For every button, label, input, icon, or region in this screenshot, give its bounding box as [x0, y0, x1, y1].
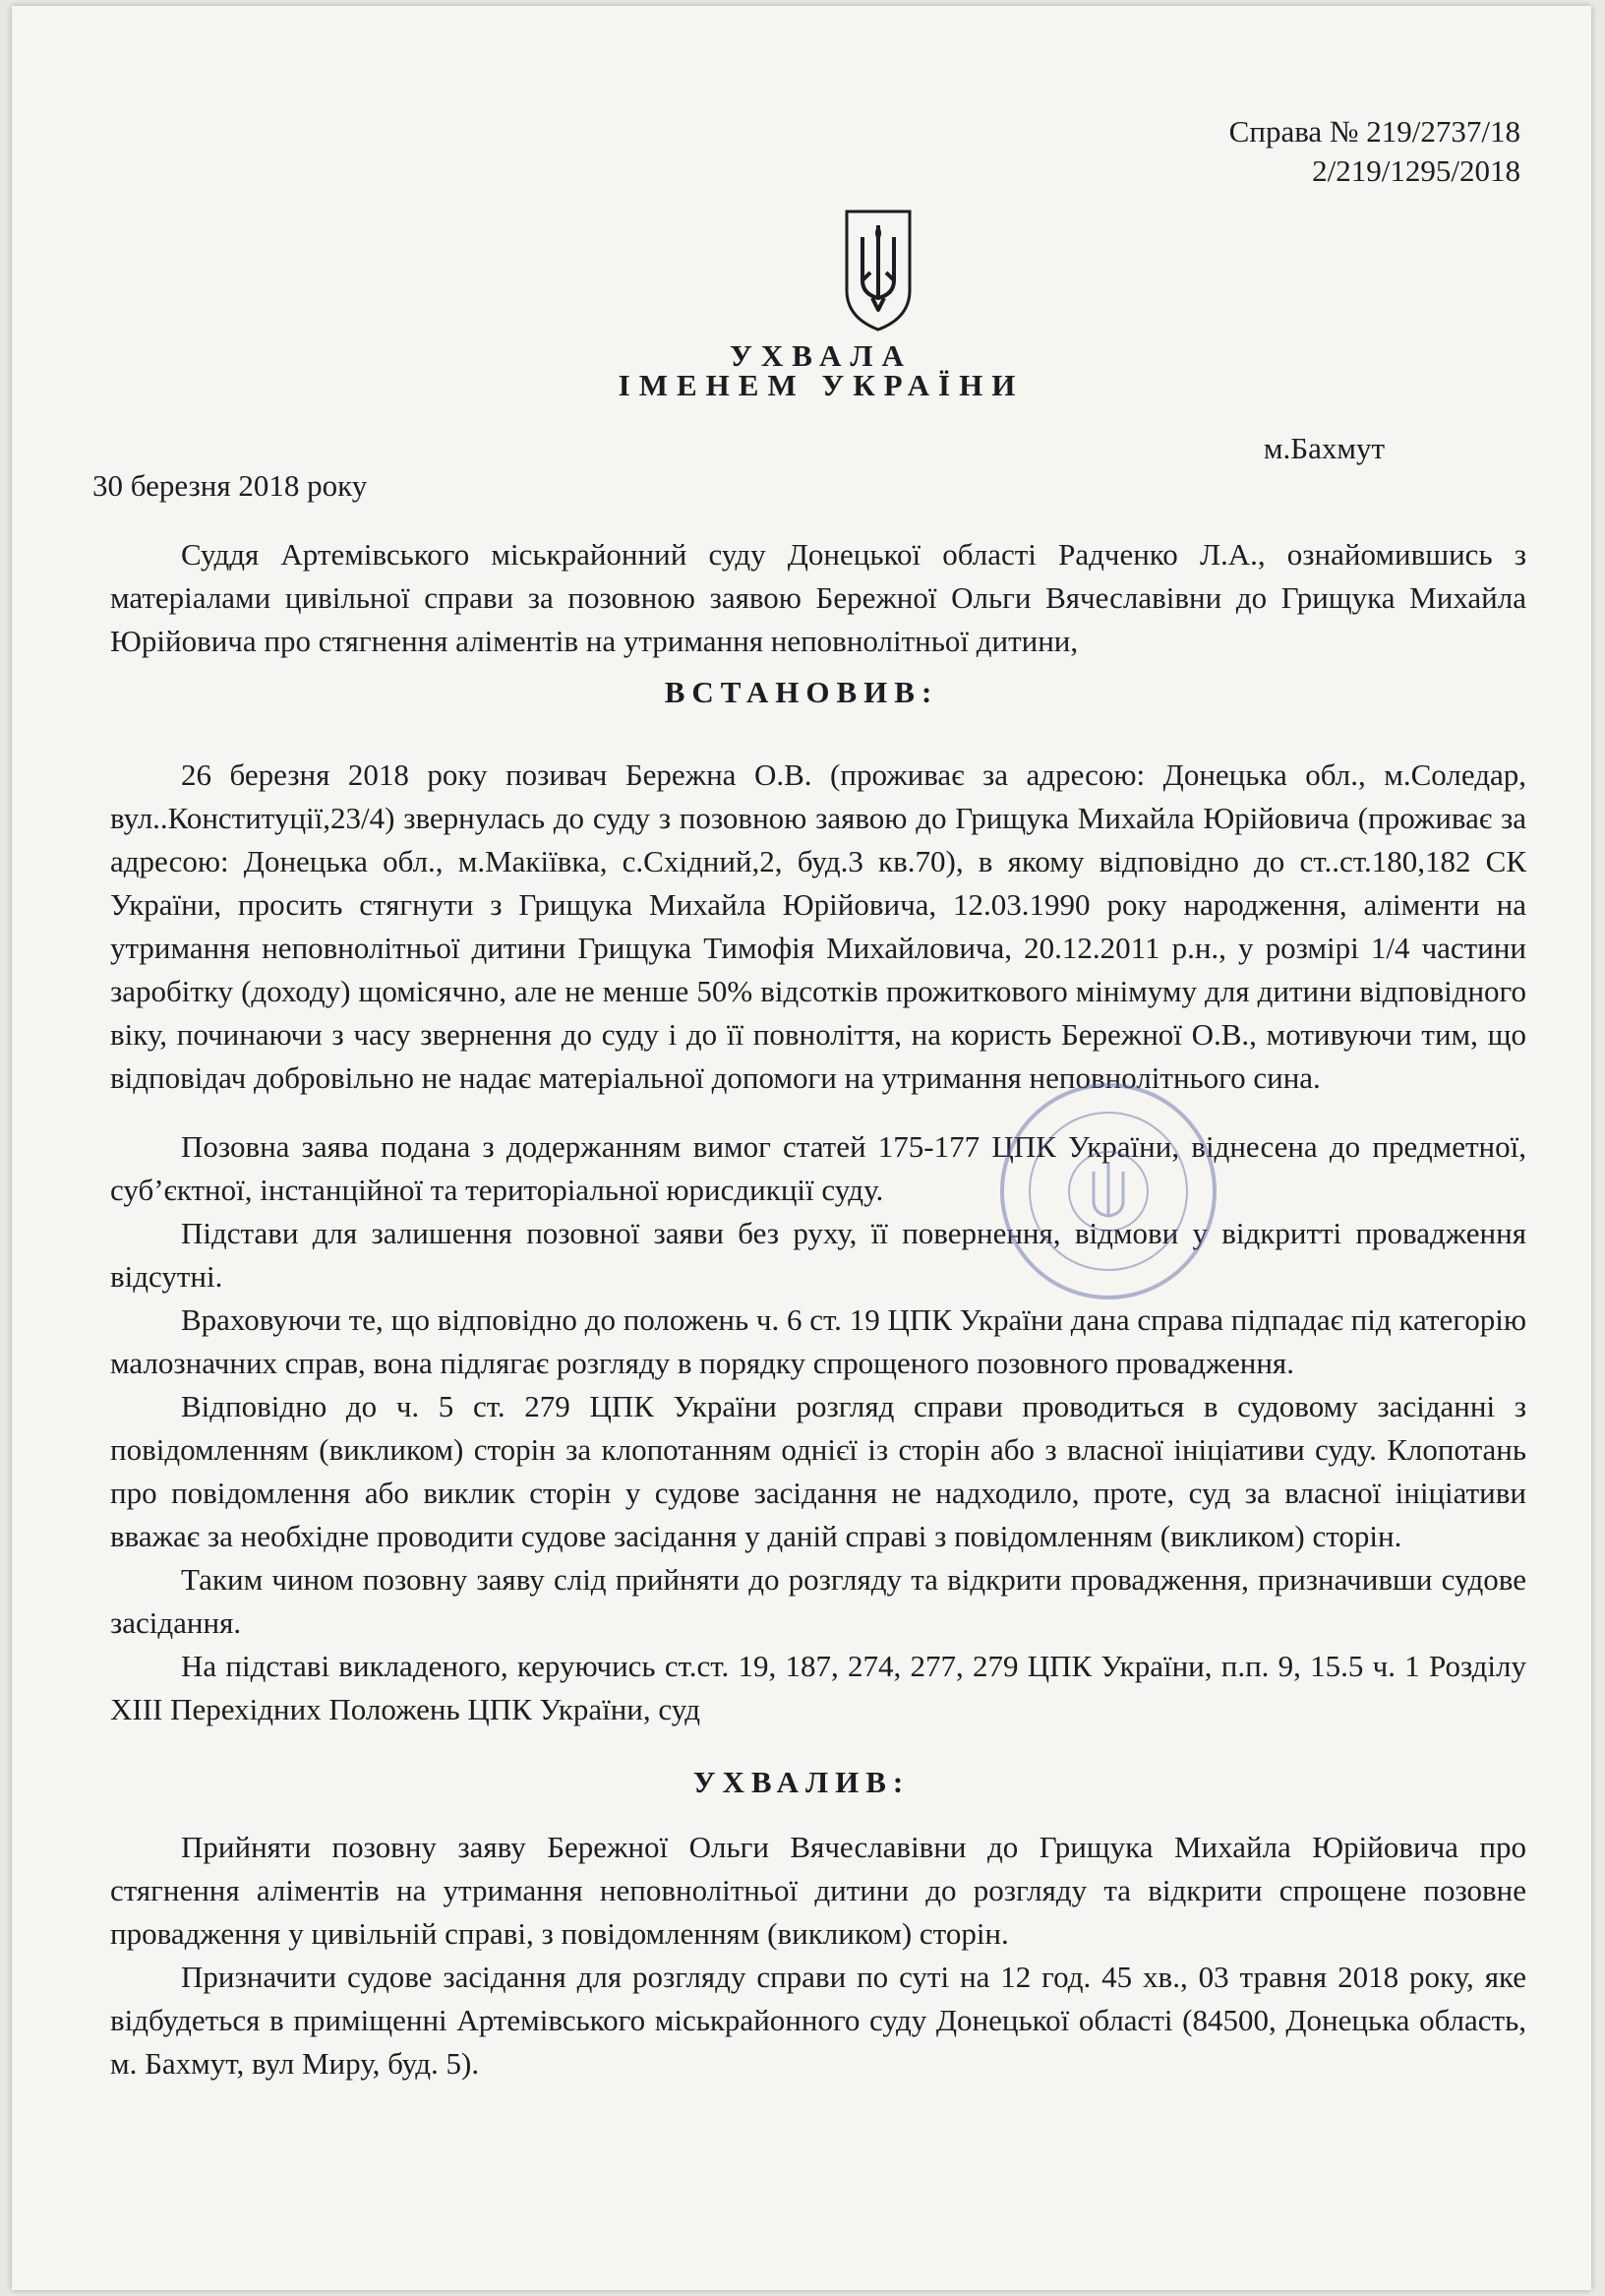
- paragraph-no-grounds: Підстави для залишення позовної заяви без руху, її повернення, відмови у відкритті провадження відсутні.: [110, 1216, 1526, 1294]
- case-number-line-1: Справа № 219/2737/18: [1228, 114, 1520, 149]
- paragraph-accept: Таким чином позовну заяву слід прийняти до розгляду та відкрити провадження, призначивши судове засідання.: [110, 1562, 1526, 1640]
- established-section: [110, 754, 1526, 1731]
- document-title: УХВАЛА: [730, 338, 913, 373]
- trident-coat-of-arms-icon: [843, 208, 914, 333]
- paragraph-claim: 26 березня 2018 року позивач Бережна О.В. (проживає за адресою: Донецька обл., м.Соледар, вул..Конституції,23/4) звернулась до суду з позовною заявою до Грищука Михайла Юрійовича (проживає за адресою: Донецька обл., м.Макіївка, с.Східний,2, буд.3 кв.70), в якому відповідно до ст..ст.180,182 СК України, просить стягнути з Грищука Михайла Юрійовича, 12.03.1990 року народження, аліменти на утримання неповнолітньої дитини Грищука Тимофія Михайловича, 20.12.2011 р.н., у розмірі 1/4 частини заробітку (доходу) щомісячно, але не менше 50% відсотків прожиткового мінімуму для дитини відповідного віку, починаючи з часу звернення до суду і до її повноліття, на користь Бережної О.В., мотивуючи тим, що відповідач добровільно не надає матеріальної допомоги на утримання неповнолітнього сина.: [110, 757, 1526, 1095]
- section-heading-established: ВСТАНОВИВ:: [664, 675, 939, 709]
- ruling-paragraph-accept: Прийняти позовну заяву Бережної Ольги Вячеславівни до Грищука Михайла Юрійовича про стягнення аліментів на утримання неповнолітньої дитини до розгляду та відкрити спрощене позовне провадження у цивільній справі, з повідомленням (викликом) сторін.: [110, 1830, 1526, 1951]
- ruling-paragraph-hearing: Призначити судове засідання для розгляду справи по суті на 12 год. 45 хв., 03 травня 2018 року, яке відбудеться в приміщенні Артемівського міськрайонного суду Донецької області (84500, Донецька область, м. Бахмут, вул Миру, буд. 5).: [110, 1960, 1526, 2081]
- document-subtitle: ІМЕНЕМ УКРАЇНИ: [618, 368, 1025, 402]
- section-heading-ruled: УХВАЛИВ:: [692, 1765, 911, 1799]
- case-number-block: [1229, 112, 1520, 191]
- intro-paragraph: Суддя Артемівського міськрайонний суду Донецької області Радченко Л.А., ознайомившись з матеріалами цивільної справи за позовною заявою Бережної Ольги Вячеславівни до Грищука Михайла Юрійовича про стягнення аліментів на утримання неповнолітньої дитини,: [110, 537, 1526, 658]
- case-number-line-2: 2/219/1295/2018: [1312, 153, 1520, 188]
- document-page: [12, 6, 1591, 2290]
- paragraph-legal-basis: На підставі викладеного, керуючись ст.ст. 19, 187, 274, 277, 279 ЦПК України, п.п. 9, 15.5 ч. 1 Розділу XIII Перехідних Положень ЦПК України, суд: [110, 1649, 1526, 1726]
- paragraph-small-claims: Враховуючи те, що відповідно до положень ч. 6 ст. 19 ЦПК України дана справа підпадає під категорію малозначних справ, вона підлягає розгляду в порядку спрощеного позовного провадження.: [110, 1302, 1526, 1380]
- paragraph-jurisdiction: Позовна заява подана з додержанням вимог статей 175-177 ЦПК України, віднесена до предметної, суб’єктної, інстанційної та територіальної юрисдикції суду.: [110, 1129, 1526, 1207]
- place-of-issue: м.Бахмут: [1263, 431, 1385, 465]
- document-date: 30 березня 2018 року: [92, 468, 368, 503]
- paragraph-hearing-procedure: Відповідно до ч. 5 ст. 279 ЦПК України розгляд справи проводиться в судовому засіданні з повідомленням (викликом) сторін за клопотанням однієї із сторін або з власної ініціативи суду. Клопотань про повідомлення або виклик сторін у судове засідання не надходило, проте, суд за власної ініціативи вважає за необхідне проводити судове засідання у даній справі з повідомленням (викликом) сторін.: [110, 1389, 1526, 1553]
- court-seal-stamp-icon: [995, 1078, 1221, 1304]
- intro-paragraph-block: [110, 533, 1526, 663]
- ruling-section: [110, 1826, 1526, 2085]
